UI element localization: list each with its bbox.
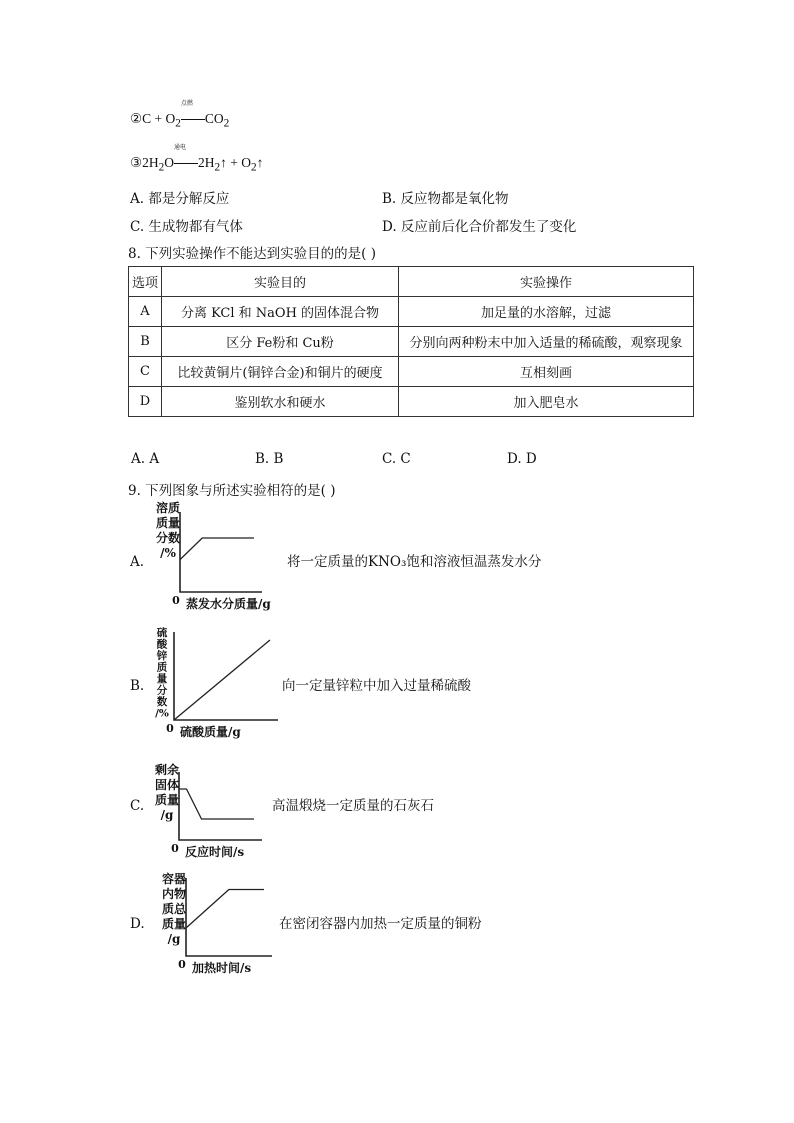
graph-ylabel: 分数 <box>155 531 181 545</box>
table-cell: 分别向两种粉末中加入适量的稀硫酸，观察现象 <box>399 327 694 357</box>
graph-xlabel: 硫酸质量/g <box>180 725 241 739</box>
reaction-condition: 通电 <box>173 145 186 151</box>
graph-ylabel: 锌 <box>156 650 168 662</box>
graph-xlabel: 蒸发水分质量/g <box>186 597 271 611</box>
q7-option-d: D. 反应前后化合价都发生了变化 <box>382 219 577 235</box>
graph-description: 将一定质量的KNO₃饱和溶液恒温蒸发水分 <box>287 554 542 570</box>
graph-axes <box>179 772 262 840</box>
graph-ylabel: 数 <box>156 696 168 708</box>
graph-ylabel: /% <box>160 546 176 560</box>
graph-origin: 0 <box>178 958 186 971</box>
table-cell: 互相刻画 <box>399 357 694 387</box>
table-cell: 分离 KCl 和 NaOH 的固体混合物 <box>162 297 399 327</box>
graph-letter: C. <box>130 798 145 814</box>
graph-origin: 0 <box>172 594 180 607</box>
graph-series-line <box>180 538 254 560</box>
graph-ylabel: 酸 <box>156 638 168 651</box>
table-cell: C <box>129 357 162 387</box>
graph-ylabel: 硫 <box>156 627 168 639</box>
q7-option-a: A. 都是分解反应 <box>130 191 230 207</box>
graph-xlabel: 反应时间/s <box>185 845 245 859</box>
table-cell: 加足量的水溶解，过滤 <box>399 297 694 327</box>
q7-option-b: B. 反应物都是氧化物 <box>382 191 509 207</box>
table-cell: 鉴别软水和硬水 <box>162 387 399 417</box>
table-cell: 区分 Fe粉和 Cu粉 <box>162 327 399 357</box>
graph-series-line <box>174 640 270 720</box>
graph-ylabel: 质量 <box>161 917 187 931</box>
graph-description: 向一定量锌粒中加入过量稀硫酸 <box>282 678 471 694</box>
graph-axes <box>180 512 262 592</box>
graph-xlabel: 加热时间/s <box>192 961 252 975</box>
graph-ylabel: 内物 <box>161 887 187 901</box>
graph-ylabel: /% <box>155 707 169 720</box>
graph-ylabel: 固体 <box>154 778 180 792</box>
graph-series-line <box>186 890 264 929</box>
graph-letter: A. <box>130 554 145 570</box>
graph-ylabel: 质量 <box>154 793 180 807</box>
question-8-stem: 8. 下列实验操作不能达到实验目的的是( ) <box>128 246 376 262</box>
equation-3: $③2H_2O$ 通电 $2H_2↑$ + $O_2↑$ <box>130 155 263 174</box>
table-header: 实验目的 <box>162 267 399 297</box>
graph-ylabel: 质 <box>156 661 168 674</box>
graph-ylabel: 剩余 <box>154 763 180 777</box>
graph-letter: D. <box>130 916 145 932</box>
table-cell: D <box>129 387 162 417</box>
graph-ylabel: /g <box>160 808 174 822</box>
graph-ylabel: 量 <box>156 673 168 685</box>
graph-origin: 0 <box>171 842 179 855</box>
graph-description: 在密闭容器内加热一定质量的铜粉 <box>279 916 482 932</box>
graph-ylabel: 质量 <box>155 516 181 530</box>
q8-option-c: C. C <box>382 451 411 467</box>
q8-option-d: D. D <box>507 451 537 467</box>
graph-ylabel: 质总 <box>161 902 187 916</box>
table-cell: B <box>129 327 162 357</box>
question-9-stem: 9. 下列图象与所述实验相符的是( ) <box>128 483 336 499</box>
q8-option-b: B. B <box>255 451 284 467</box>
graph-ylabel: /g <box>167 932 181 946</box>
q7-option-c: C. 生成物都有气体 <box>130 219 243 235</box>
table-cell: A <box>129 297 162 327</box>
graph-ylabel: 容器 <box>161 872 187 886</box>
graph-series-line <box>179 789 254 819</box>
graph-ylabel: 分 <box>156 684 168 697</box>
graph-letter: B. <box>130 678 145 694</box>
graph-ylabel: 溶质 <box>155 501 181 515</box>
table-header: 实验操作 <box>399 267 694 297</box>
table-cell: 加入肥皂水 <box>399 387 694 417</box>
equation-2: ②C + $O_2$ 点燃 $CO_2$ <box>130 111 229 130</box>
graph-origin: 0 <box>166 722 174 735</box>
table-header: 选项 <box>129 267 162 297</box>
graph-description: 高温煅烧一定质量的石灰石 <box>272 798 434 814</box>
reaction-condition: 点燃 <box>180 101 193 107</box>
table-cell: 比较黄铜片(铜锌合金)和铜片的硬度 <box>162 357 399 387</box>
q8-option-a: A. A <box>131 451 160 467</box>
